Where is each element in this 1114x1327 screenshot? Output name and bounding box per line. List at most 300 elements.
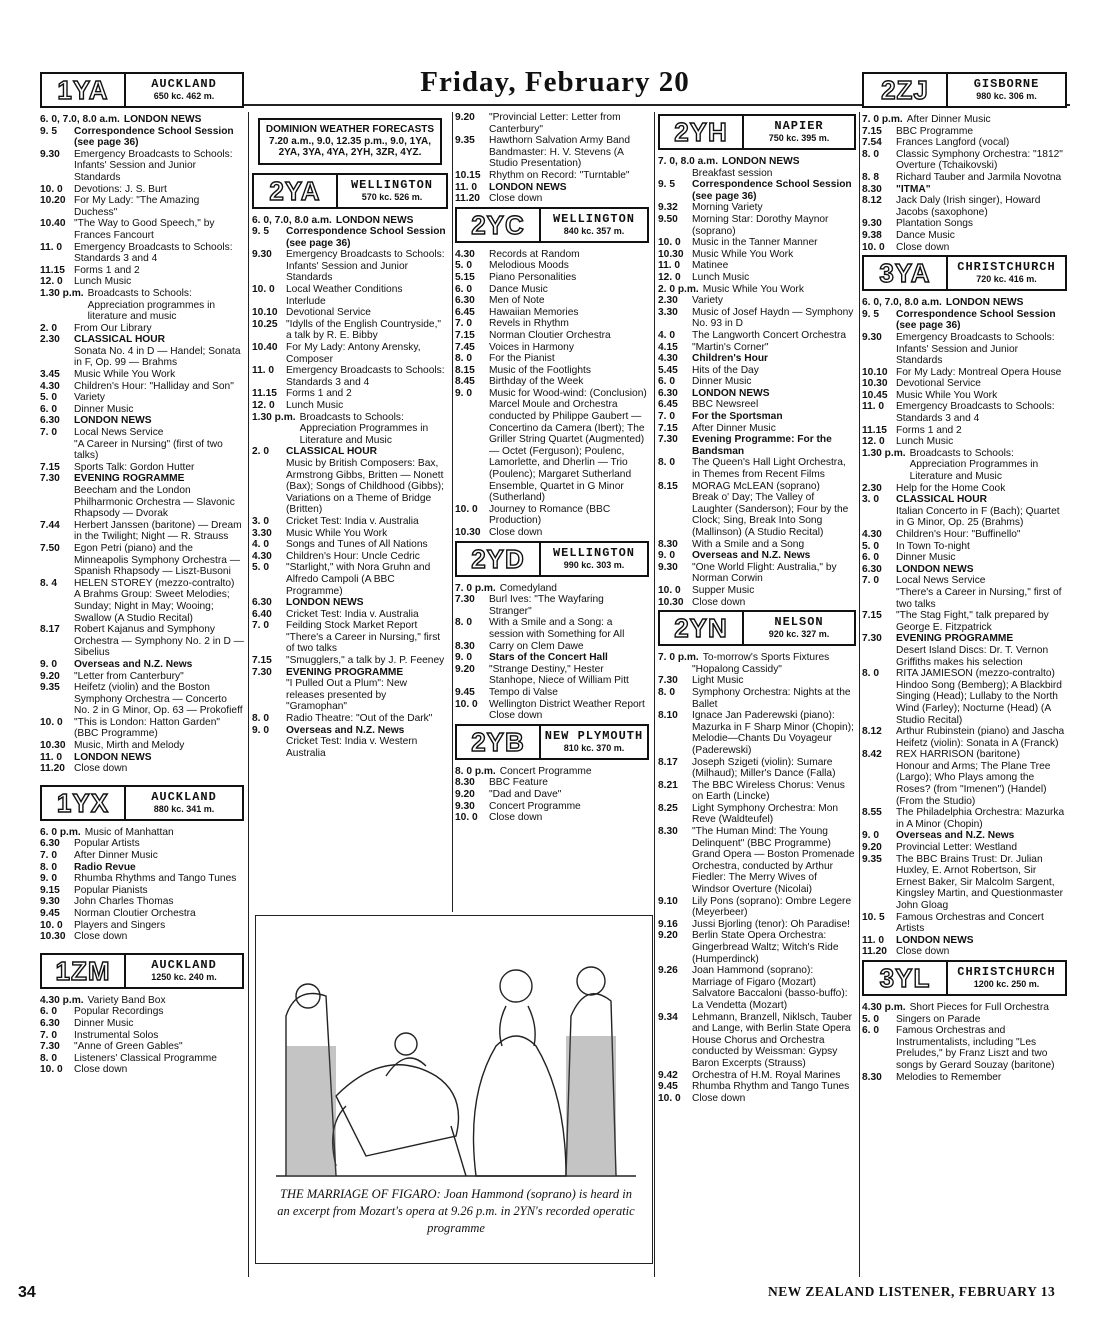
station-frequency: 1200 kc. 250 m.	[973, 978, 1040, 989]
programme-time	[862, 680, 896, 726]
programme-item	[862, 1002, 1067, 1014]
programme-item	[658, 757, 856, 780]
programme-time: 7.15	[862, 610, 882, 622]
programme-item	[40, 346, 244, 369]
programme-list-2yn	[658, 652, 856, 1104]
programme-item	[658, 365, 856, 377]
programme-time: 7.30	[40, 1041, 60, 1053]
programme-item	[252, 412, 448, 447]
programme-item	[40, 862, 244, 874]
programme-time	[252, 296, 286, 308]
programme-time: 7.15	[862, 125, 882, 137]
programme-item	[40, 1006, 244, 1018]
station-city: GISBORNE	[973, 77, 1040, 91]
programme-time: 10. 0	[455, 503, 478, 515]
station-frequency: 920 kc. 327 m.	[768, 629, 830, 640]
programme-item	[658, 930, 856, 965]
programme-time: 8.15	[658, 480, 678, 492]
programme-title: Light Music	[692, 675, 744, 687]
programme-title: Sonata No. 4 in D — Handel; Sonata in F, Op. 99 — Brahms	[74, 345, 241, 369]
programme-title: Singers on Parade	[896, 1013, 981, 1025]
programme-item	[862, 575, 1067, 587]
programme-time: 5.15	[455, 271, 475, 283]
station-2yd	[455, 541, 649, 577]
programme-item	[658, 652, 856, 664]
programme-title: The Queen's Hall Light Orchestra, in Themes from Recent Films	[692, 457, 846, 481]
station-frequency: 650 kc. 462 m.	[153, 91, 215, 101]
programme-item	[455, 812, 649, 824]
programme-time: 11.15	[40, 264, 65, 276]
station-frequency: 1250 kc. 240 m.	[151, 971, 217, 982]
programme-title: Desert Island Discs: Dr. T. Vernon Griffiths makes his selection	[896, 644, 1049, 668]
station-city: AUCKLAND	[151, 789, 217, 804]
programme-time: 8.45	[455, 376, 475, 388]
programme-title: Rhumba Rhythm and Tango Tunes	[692, 1081, 850, 1093]
programme-item	[658, 295, 856, 307]
programme-time: 9.50	[658, 213, 678, 225]
programme-item	[658, 399, 856, 411]
programme-title: After Dinner Music	[906, 114, 991, 125]
station-frequency: 840 kc. 357 m.	[563, 225, 625, 236]
programme-item	[658, 388, 856, 400]
programme-item	[252, 388, 448, 400]
programme-title: EVENING ROGRAMME	[74, 473, 185, 485]
programme-title: Popular Recordings	[74, 1006, 164, 1018]
programme-title: Cricket Test: India v. Western Australia	[286, 736, 418, 759]
programme-time: 9.16	[658, 918, 678, 930]
programme-time: 6.30	[658, 387, 678, 399]
programme-title: Emergency Broadcasts to Schools: Infants' Session and Junior Standards	[896, 331, 1055, 367]
programme-time: 9.30	[862, 331, 882, 343]
programme-title: Tempo di Valse	[489, 686, 558, 698]
programme-title: BBC Programme	[896, 125, 973, 137]
programme-time: 11. 0	[252, 365, 275, 377]
programme-item	[455, 249, 649, 261]
programme-item	[40, 195, 244, 218]
programme-item	[658, 562, 856, 585]
programme-title: LONDON NEWS	[335, 214, 414, 226]
programme-title: Wellington District Weather Report	[489, 698, 645, 710]
programme-time: 7.44	[40, 519, 60, 531]
programme-item	[252, 632, 448, 655]
programme-item	[658, 457, 856, 480]
programme-time: 10.30	[862, 378, 888, 390]
programme-title: "ITMA"	[896, 183, 931, 195]
programme-item	[658, 272, 856, 284]
programme-title: To-morrow's Sports Fixtures	[702, 652, 830, 664]
programme-list-3ya	[862, 297, 1067, 958]
programme-item	[862, 494, 1067, 506]
programme-time: 8.42	[862, 749, 882, 761]
programme-title: Local Weather Conditions	[286, 284, 403, 296]
programme-time: 7.30	[455, 594, 475, 606]
programme-item	[862, 541, 1067, 553]
programme-item	[40, 1041, 244, 1053]
programme-time: 8.30	[862, 183, 882, 195]
programme-time: 9.35	[455, 135, 475, 147]
programme-time: 7. 0, 8.0 a.m.	[658, 156, 719, 167]
programme-item	[252, 446, 448, 458]
programme-time: 7.50	[40, 542, 60, 554]
programme-time: 5. 0	[252, 562, 269, 574]
programme-time: 9.20	[455, 663, 475, 675]
station-frequency: 990 kc. 303 m.	[563, 559, 625, 570]
programme-item	[40, 850, 244, 862]
programme-item	[862, 126, 1067, 138]
programme-item	[252, 736, 448, 759]
programme-time	[862, 645, 896, 668]
programme-title: Interlude	[286, 295, 326, 307]
programme-item	[40, 381, 244, 393]
programme-time: 11. 0	[455, 181, 478, 193]
programme-time: 7. 0	[40, 427, 57, 439]
programme-item	[862, 912, 1067, 935]
programme-item	[658, 710, 856, 756]
programme-time: 6. 0	[40, 403, 57, 415]
programme-time: 9.30	[862, 218, 882, 230]
programme-time: 10.15	[455, 169, 481, 181]
programme-title: Comedyland	[499, 582, 557, 594]
programme-item	[862, 172, 1067, 184]
column-1	[40, 70, 244, 1076]
programme-item	[658, 376, 856, 388]
programme-title: BBC Feature	[489, 777, 548, 789]
programme-item	[455, 342, 649, 354]
programme-item	[455, 182, 649, 194]
station-3yl	[862, 960, 1067, 996]
programme-time: 9.20	[455, 788, 475, 800]
programme-item	[455, 699, 649, 711]
programme-time: 11. 0	[658, 260, 681, 272]
programme-list-1ya	[40, 114, 244, 775]
programme-time: 10. 0	[658, 584, 681, 596]
column-divider	[452, 112, 453, 912]
programme-title: Children's Hour: "Buffinello"	[896, 529, 1021, 540]
programme-title: The BBC Wireless Chorus: Venus on Earth (Lincke)	[692, 779, 845, 803]
programme-title: Devotions: J. S. Burt	[74, 183, 167, 195]
programme-item	[252, 319, 448, 342]
programme-title: LONDON NEWS	[896, 934, 974, 946]
programme-item	[658, 330, 856, 342]
station-city: NELSON	[774, 615, 824, 630]
programme-time: 6.30	[40, 415, 60, 427]
programme-title: Short Pieces for Full Orchestra	[909, 1001, 1049, 1013]
programme-title: For My Lady: "The Amazing Duchess"	[74, 195, 200, 218]
station-code: 2YB	[457, 726, 541, 758]
programme-time: 7. 0 p.m.	[862, 114, 903, 125]
programme-item	[40, 485, 244, 520]
programme-time: 10. 0	[40, 1064, 63, 1076]
programme-title: Music of the Footlights	[489, 364, 591, 376]
programme-list-1zm	[40, 995, 244, 1076]
programme-title: Broadcasts to Schools: Appreciation programmes in literature and music	[87, 287, 216, 323]
programme-title: Music of Manhattan	[84, 826, 174, 838]
programme-time: 8.12	[862, 726, 882, 738]
programme-time: 11. 0	[40, 241, 63, 253]
programme-item	[658, 492, 856, 538]
programme-time: 10. 0	[40, 716, 63, 728]
programme-item	[40, 717, 244, 740]
programme-title: Players and Singers	[74, 919, 166, 931]
programme-time	[40, 346, 74, 369]
programme-item	[658, 214, 856, 237]
programme-item	[658, 260, 856, 272]
programme-title: Music in the Tanner Manner	[692, 237, 818, 249]
programme-title: Close down	[489, 812, 543, 824]
programme-item	[658, 1081, 856, 1093]
programme-item	[862, 390, 1067, 402]
programme-title: Emergency Broadcasts to Schools: Standards 3 and 4	[74, 241, 233, 265]
programme-title: Close down	[74, 931, 128, 943]
illustration-box	[255, 915, 653, 1264]
programme-time: 10. 0	[455, 698, 478, 710]
programme-title: LONDON NEWS	[945, 297, 1024, 309]
programme-title: Symphony Orchestra: Nights at the Ballet	[692, 686, 851, 710]
programme-title: Joan Hammond (soprano): Marriage of Figaro (Mozart)	[692, 965, 816, 988]
programme-title: Dinner Music	[692, 376, 752, 388]
station-code: 3YL	[864, 962, 948, 994]
programme-title: Richard Tauber and Jarmila Novotna	[896, 171, 1062, 183]
programme-time: 4.30	[658, 353, 678, 365]
programme-item	[252, 342, 448, 365]
programme-time: 4.30	[862, 529, 882, 540]
programme-time: 10. 0	[252, 284, 275, 296]
programme-item	[40, 873, 244, 885]
programme-time: 7.15	[40, 461, 60, 473]
station-code: 3YA	[864, 257, 948, 289]
programme-time: 7. 0 p.m.	[455, 582, 496, 594]
programme-title: Sports Talk: Gordon Hutter	[74, 461, 195, 473]
station-city: AUCKLAND	[151, 77, 217, 91]
programme-title: Berlin State Opera Orchestra: Gingerbread Waltz; Witch's Ride (Humperdinck)	[692, 930, 839, 965]
programme-time: 6. 0	[862, 552, 879, 564]
programme-title: For the Sportsman	[692, 411, 783, 423]
programme-time: 11. 0	[40, 751, 63, 763]
programme-title: John Charles Thomas	[74, 896, 174, 908]
programme-title: Cricket Test: India v. Australia	[286, 515, 419, 527]
programme-time: 9.35	[862, 853, 882, 865]
programme-item	[658, 353, 856, 365]
programme-time: 4. 0	[252, 539, 269, 551]
programme-title: Melodious Moods	[489, 260, 569, 272]
programme-item	[658, 284, 856, 296]
programme-time: 9. 0	[252, 724, 269, 736]
programme-title: Plantation Songs	[896, 218, 974, 230]
programme-item	[862, 436, 1067, 448]
programme-item	[862, 749, 1067, 761]
station-1zm	[40, 953, 244, 989]
programme-item	[862, 425, 1067, 437]
programme-time: 4.30 p.m.	[862, 1001, 906, 1013]
programme-title: Light Symphony Orchestra: Mon Reve (Waldteufel)	[692, 802, 839, 826]
programme-item	[658, 597, 856, 609]
programme-time: 9.45	[658, 1081, 678, 1093]
programme-title: A Brahms Group: Sweet Melodies; Sunday; Night in May; Wooing; Swallow (A Studio Recital)	[74, 589, 230, 624]
programme-time	[252, 678, 286, 713]
programme-item	[40, 624, 244, 659]
programme-title: After Dinner Music	[692, 422, 776, 434]
programme-time: 9. 5	[658, 179, 675, 191]
station-code: 2YH	[660, 116, 744, 148]
programme-time: 4.30	[252, 550, 272, 562]
programme-item	[455, 284, 649, 296]
programme-time: 7.15	[455, 329, 475, 341]
programme-item	[40, 404, 244, 416]
programme-title: Close down	[896, 241, 950, 253]
programme-title: CLASSICAL HOUR	[286, 446, 377, 458]
column-3	[455, 112, 649, 824]
programme-title: "Dad and Dave"	[489, 788, 562, 800]
column-divider	[248, 112, 249, 1277]
programme-title: Feilding Stock Market Report	[286, 620, 418, 632]
programme-time	[862, 587, 896, 610]
programme-time: 9.20	[455, 112, 475, 123]
station-2yb	[455, 724, 649, 760]
programme-time: 1.30 p.m.	[252, 411, 296, 423]
programme-item	[862, 552, 1067, 564]
programme-item	[455, 594, 649, 617]
programme-title: The BBC Brains Trust: Dr. Julian Huxley, E. Arnot Robertson, Sir Ernest Baker, Sir Malcolm Sargent, Kingsley Martin, and Questionmaster John Gloag	[896, 853, 1064, 911]
programme-item	[862, 842, 1067, 854]
programme-time: 5. 0	[40, 392, 57, 404]
programme-time: 11.20	[40, 763, 65, 775]
programme-title: Broadcasts to Schools: Appreciation Programmes in Literature and Music	[299, 411, 429, 446]
programme-time: 9.15	[40, 884, 60, 896]
programme-item	[455, 504, 649, 527]
programme-time: 7.30	[40, 473, 60, 485]
programme-time	[252, 736, 286, 759]
programme-item	[862, 332, 1067, 367]
programme-title: Local News Service	[74, 427, 164, 439]
programme-time: 10.30	[40, 740, 66, 752]
programme-time: 10.40	[252, 342, 278, 354]
programme-title: Close down	[74, 763, 128, 775]
programme-time: 9.30	[658, 561, 678, 573]
programme-list-3yl	[862, 1002, 1067, 1083]
programme-time: 10. 5	[862, 911, 885, 923]
programme-title: Famous Orchestras and Concert Artists	[896, 911, 1044, 935]
column-divider	[859, 112, 860, 1277]
programme-item	[658, 179, 856, 202]
station-frequency: 880 kc. 341 m.	[153, 803, 215, 814]
programme-time: 9.35	[40, 682, 60, 694]
programme-time	[658, 168, 692, 180]
programme-item	[40, 763, 244, 775]
programme-item	[252, 551, 448, 563]
programme-time: 7.15	[252, 655, 272, 667]
programme-item	[862, 935, 1067, 947]
programme-time: 10.45	[862, 389, 888, 401]
programme-time: 8. 0	[455, 353, 472, 365]
programme-title: Jack Daly (Irish singer), Howard Jacobs (saxophone)	[896, 195, 1041, 218]
programme-title: "Anne of Green Gables"	[74, 1041, 183, 1053]
programme-time: 8.30	[658, 826, 678, 838]
station-city: WELLINGTON	[350, 177, 433, 192]
programme-item	[862, 506, 1067, 529]
station-code: 2YD	[457, 543, 541, 575]
programme-time: 12. 0	[252, 400, 275, 411]
programme-item	[455, 641, 649, 653]
station-code: 1ZM	[42, 955, 126, 987]
programme-title: "Letter from Canterbury"	[74, 670, 184, 682]
programme-title: Frances Langford (vocal)	[896, 137, 1010, 149]
programme-title: HELEN STOREY (mezzo-contralto)	[74, 577, 235, 589]
programme-title: Variety Band Box	[87, 994, 166, 1006]
programme-title: With a Smile and a Song: a session with Something for All	[489, 617, 625, 640]
programme-item	[862, 854, 1067, 912]
programme-time	[40, 485, 74, 520]
programme-item	[455, 353, 649, 365]
programme-title: RITA JAMIESON (mezzo-contralto)	[896, 668, 1055, 680]
programme-time	[862, 761, 896, 807]
programme-item	[862, 149, 1067, 172]
programme-title: Cricket Test: India v. Australia	[286, 608, 419, 620]
programme-time: 6.45	[455, 306, 475, 318]
programme-title: "This is London: Hatton Garden" (BBC Programme)	[74, 716, 220, 740]
programme-item	[40, 995, 244, 1007]
station-2zj	[862, 72, 1067, 108]
programme-item	[455, 193, 649, 205]
programme-title: Devotional Service	[286, 307, 371, 319]
programme-title: Evening Programme: For the Bandsman	[692, 434, 832, 457]
programme-item	[40, 323, 244, 335]
programme-title: Close down	[896, 946, 950, 958]
programme-time: 6.30	[40, 1017, 60, 1029]
programme-time: 9.32	[658, 202, 678, 214]
programme-title: Hindoo Song (Bemberg); A Blackbird Singing (Head); Lullaby to the North Wind (Farley); Nocturne (Head) (A Studio Recital)	[896, 679, 1062, 726]
programme-item	[40, 589, 244, 624]
programme-time: 8.30	[862, 1071, 882, 1083]
programme-time: 11.20	[455, 193, 480, 205]
programme-title: Dinner Music	[896, 552, 956, 564]
programme-title: Close down	[489, 527, 543, 538]
station-2yc	[455, 207, 649, 243]
station-3ya	[862, 255, 1067, 291]
programme-title: Dinner Music	[74, 403, 134, 415]
programme-item	[862, 564, 1067, 576]
programme-time: 9. 0	[658, 550, 675, 562]
programme-list-1yx	[40, 827, 244, 943]
programme-item	[658, 585, 856, 597]
programme-item	[862, 401, 1067, 424]
station-frequency: 810 kc. 370 m.	[563, 742, 625, 753]
programme-time: 4.15	[658, 341, 678, 353]
programme-item	[862, 230, 1067, 242]
programme-item	[658, 411, 856, 423]
programme-item	[40, 392, 244, 404]
programme-item	[658, 307, 856, 330]
programme-title: Jussi Bjorling (tenor): Oh Paradise!	[692, 918, 850, 930]
programme-item	[455, 399, 649, 503]
programme-item	[40, 659, 244, 671]
programme-time: 2.30	[40, 334, 60, 346]
programme-title: Music While You Work	[896, 389, 998, 401]
programme-title: For the Pianist	[489, 353, 555, 365]
programme-item	[658, 202, 856, 214]
programme-time: 6.30	[252, 597, 272, 609]
programme-item	[40, 126, 244, 149]
programme-title: Correspondence School Session (see page 36)	[74, 125, 234, 149]
programme-time: 11.20	[862, 946, 887, 958]
programme-title: "The Way to Good Speech," by Frances Fancourt	[74, 218, 215, 241]
programme-title: "One World Flight: Australia," by Norman Corwin	[692, 561, 837, 585]
station-city: NEW PLYMOUTH	[544, 728, 644, 743]
programme-time: 9.30	[40, 148, 60, 160]
programme-item	[40, 473, 244, 485]
programme-time: 4.30 p.m.	[40, 994, 84, 1006]
programme-title: Radio Revue	[74, 861, 136, 873]
programme-item	[455, 789, 649, 801]
